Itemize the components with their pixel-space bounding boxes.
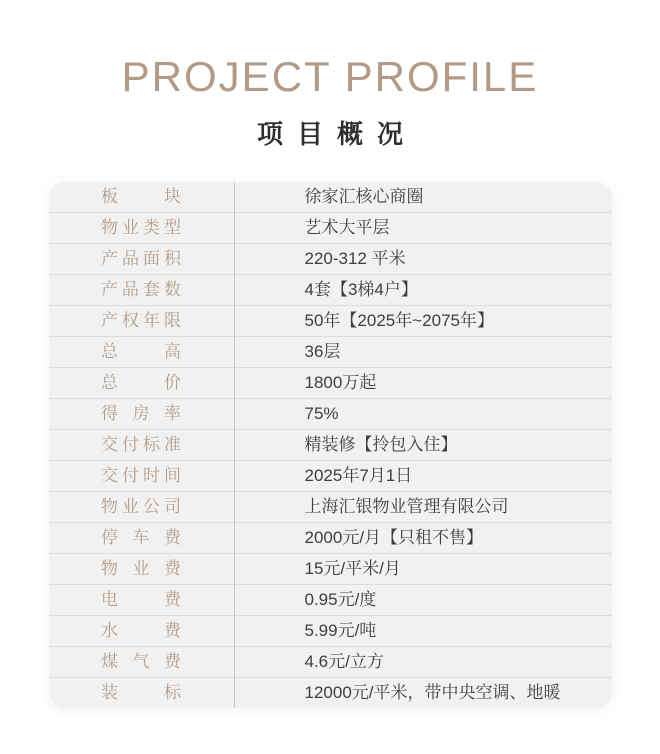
row-value: 0.95元/度 (304, 590, 377, 610)
row-label: 物 业 费 (101, 559, 181, 579)
row-label: 物 业 类 型 (101, 218, 181, 238)
profile-table-rows (49, 182, 612, 708)
table-row (49, 243, 612, 274)
page-title: PROJECT PROFILE (121, 53, 539, 100)
row-label: 电 费 (101, 590, 181, 610)
page-subtitle: 项目概况 (256, 119, 417, 149)
table-row (49, 615, 612, 646)
row-value: 220-312 平米 (304, 249, 406, 269)
table-row (49, 274, 612, 305)
row-label: 停 车 费 (101, 528, 181, 548)
row-value: 75% (304, 404, 339, 424)
table-row (49, 429, 612, 460)
row-label: 总 高 (101, 342, 181, 362)
row-value: 15元/平米/月 (304, 559, 401, 579)
table-row (49, 398, 612, 429)
row-value: 12000元/平米，带中央空调、地暖 (304, 683, 561, 703)
table-row (49, 677, 612, 708)
table-row (49, 646, 612, 677)
table-row (49, 336, 612, 367)
row-value: 徐家汇核心商圈 (304, 187, 424, 207)
row-label: 交 付 时 间 (101, 466, 181, 486)
row-label: 板 块 (101, 187, 181, 207)
row-label: 产 品 面 积 (101, 249, 181, 269)
row-label: 物 业 公 司 (101, 497, 181, 517)
row-label: 水 费 (101, 621, 181, 641)
table-row (49, 553, 612, 584)
row-value: 艺术大平层 (304, 218, 390, 238)
table-row (49, 182, 612, 212)
table-row (49, 584, 612, 615)
row-value: 36层 (304, 342, 341, 362)
row-label: 产 品 套 数 (101, 280, 181, 300)
row-label: 煤 气 费 (101, 652, 181, 672)
table-row (49, 491, 612, 522)
row-value: 上海汇银物业管理有限公司 (304, 497, 509, 517)
table-row (49, 305, 612, 336)
row-value: 1800万起 (304, 373, 377, 393)
row-label: 得 房 率 (101, 404, 181, 424)
profile-table-card (49, 182, 612, 708)
table-row (49, 367, 612, 398)
row-value: 50年【2025年~2075年】 (304, 311, 494, 331)
row-label: 交 付 标 准 (101, 435, 181, 455)
row-value: 5.99元/吨 (304, 621, 377, 641)
row-value: 4套【3梯4户】 (304, 280, 418, 300)
row-label: 总 价 (101, 373, 181, 393)
row-value: 2025年7月1日 (304, 466, 413, 486)
row-value: 2000元/月【只租不售】 (304, 528, 484, 548)
column-divider (234, 182, 235, 708)
table-row (49, 522, 612, 553)
row-label: 装 标 (101, 683, 181, 703)
table-row (49, 212, 612, 243)
row-value: 4.6元/立方 (304, 652, 384, 672)
table-row (49, 460, 612, 491)
row-label: 产 权 年 限 (101, 311, 181, 331)
row-value: 精装修【拎包入住】 (304, 435, 458, 455)
